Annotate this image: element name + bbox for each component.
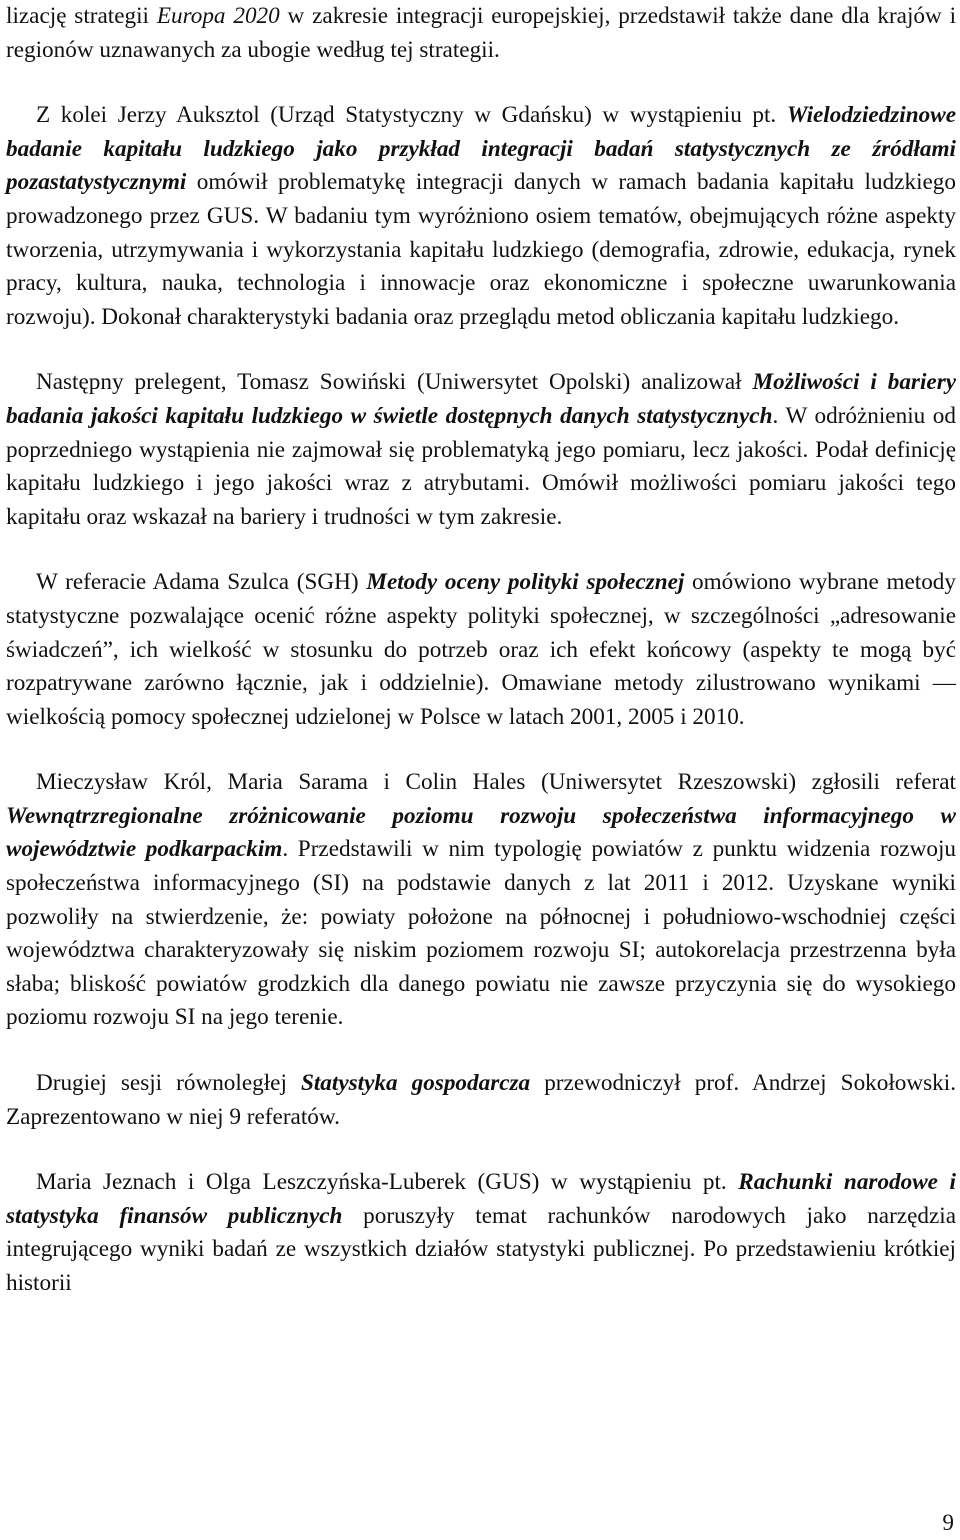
paragraph-gap xyxy=(6,1134,956,1166)
talk-title: Możliwości i bariery badania jakości kapitału ludzkiego w świetle dostępnych danych statystycznych xyxy=(6,369,957,429)
body-text: Mieczysław Król, Maria Sarama i Colin Hales (Uniwersytet Rzeszowski) zgłosili referat xyxy=(36,769,956,796)
body-text: omówił problematykę integracji danych w ramach badania kapitału ludzkiego prowadzonego przez GUS. W badaniu tym wyróżniono osiem tematów, obejmujących różne aspekty tworzenia, utrzymywania i wykorzystania kapitału ludzkiego (demografia, zdrowie, edukacja, rynek pracy, kultura, nauka, technologia i innowacje oraz ekonomiczne i społeczne uwarunkowania rozwoju). Dokonał charakterystyki badania oraz przeglądu metod obliczania kapitału ludzkiego. xyxy=(6,169,956,330)
paragraph-gap xyxy=(6,334,956,366)
emphasis-text: Europa 2020 xyxy=(156,3,280,29)
talk-title: Wewnątrzregionalne zróżnicowanie poziomu rozwoju społeczeństwa informacyjnego w województwie podkarpackim xyxy=(6,802,956,863)
paragraph xyxy=(6,0,956,67)
paragraph xyxy=(6,566,956,734)
talk-title: Rachunki narodowe i statystyka finansów publicznych xyxy=(6,1169,956,1229)
body-text: omówiono wybrane metody statystyczne pozwalające ocenić różne aspekty polityki społecznej, w szczególności „adresowanie świadczeń”, ich wielkość w stosunku do potrzeb oraz ich efekt końcowy (aspekty te mogą być rozpatrywane zarówno łącznie, jak i oddzielnie). Omawiane metody zilustrowano wynikami — wielkością pomocy społecznej udzielonej w Polsce w latach 2001, 2005 i 2010. xyxy=(6,569,956,730)
body-text: Następny prelegent, Tomasz Sowiński (Uniwersytet Opolski) analizował xyxy=(36,369,753,396)
body-text: . W odróżnieniu od poprzedniego wystąpienia nie zajmował się problematyką jego pomiaru, lecz jakości. Podał definicję kapitału ludzkiego i jego jakości wraz z atrybutami. Omówił możliwości pomiaru jakości tego kapitału oraz wskazał na bariery i trudności w tym zakresie. xyxy=(6,402,956,530)
paragraph-gap xyxy=(6,1035,956,1067)
paragraph xyxy=(6,1166,956,1300)
body-text: w zakresie integracji europejskiej, przedstawił także dane dla krajów i regionów uznawanych za ubogie według tej strategii. xyxy=(6,3,957,63)
body-text: Maria Jeznach i Olga Leszczyńska-Luberek (GUS) w wystąpieniu pt. xyxy=(36,1169,739,1196)
body-text: lizację strategii xyxy=(6,3,157,29)
paragraph xyxy=(6,766,956,1035)
paragraph-gap xyxy=(6,67,956,99)
body-text: W referacie Adama Szulca (SGH) xyxy=(36,569,367,596)
paragraph xyxy=(6,99,956,334)
body-text: Z kolei Jerzy Auksztol (Urząd Statystyczny w Gdańsku) w wystąpieniu pt. xyxy=(36,102,787,129)
body-text: . Przedstawili w nim typologię powiatów z punktu widzenia rozwoju społeczeństwa informacyjnego (SI) na podstawie danych z lat 2011 i 2012. Uzyskane wyniki pozwoliły na stwierdzenie, że: powiaty położone na północnej i południowo-wschodniej części województwa charakteryzowały się niskim poziomem rozwoju SI; autokorelacja przestrzenna była słaba; bliskość powiatów grodzkich dla danego powiatu nie zawsze przyczynia się do wysokiego poziomu rozwoju SI na jego terenie. xyxy=(6,836,956,1031)
page-number: 9 xyxy=(942,1510,954,1536)
paragraph xyxy=(6,1067,956,1134)
talk-title: Wielodziedzinowe badanie kapitału ludzkiego jako przykład integracji badań statystycznych ze źródłami pozastatystycznymi xyxy=(6,102,956,196)
talk-title: Statystyka gospodarcza xyxy=(300,1070,531,1097)
body-text: Drugiej sesji równoległej xyxy=(36,1070,301,1097)
body-text: poruszyły temat rachunków narodowych jako narzędzia integrującego wyniki badań ze wszystkich działów statystyki publicznej. Po przedstawieniu krótkiej historii xyxy=(6,1202,956,1296)
paragraph-gap xyxy=(6,534,956,566)
document-body xyxy=(6,0,956,1301)
body-text: przewodniczył prof. Andrzej Sokołowski. Zaprezentowano w niej 9 referatów. xyxy=(6,1070,956,1130)
paragraph-gap xyxy=(6,734,956,766)
talk-title: Metody oceny polityki społecznej xyxy=(366,569,685,596)
paragraph xyxy=(6,366,956,534)
